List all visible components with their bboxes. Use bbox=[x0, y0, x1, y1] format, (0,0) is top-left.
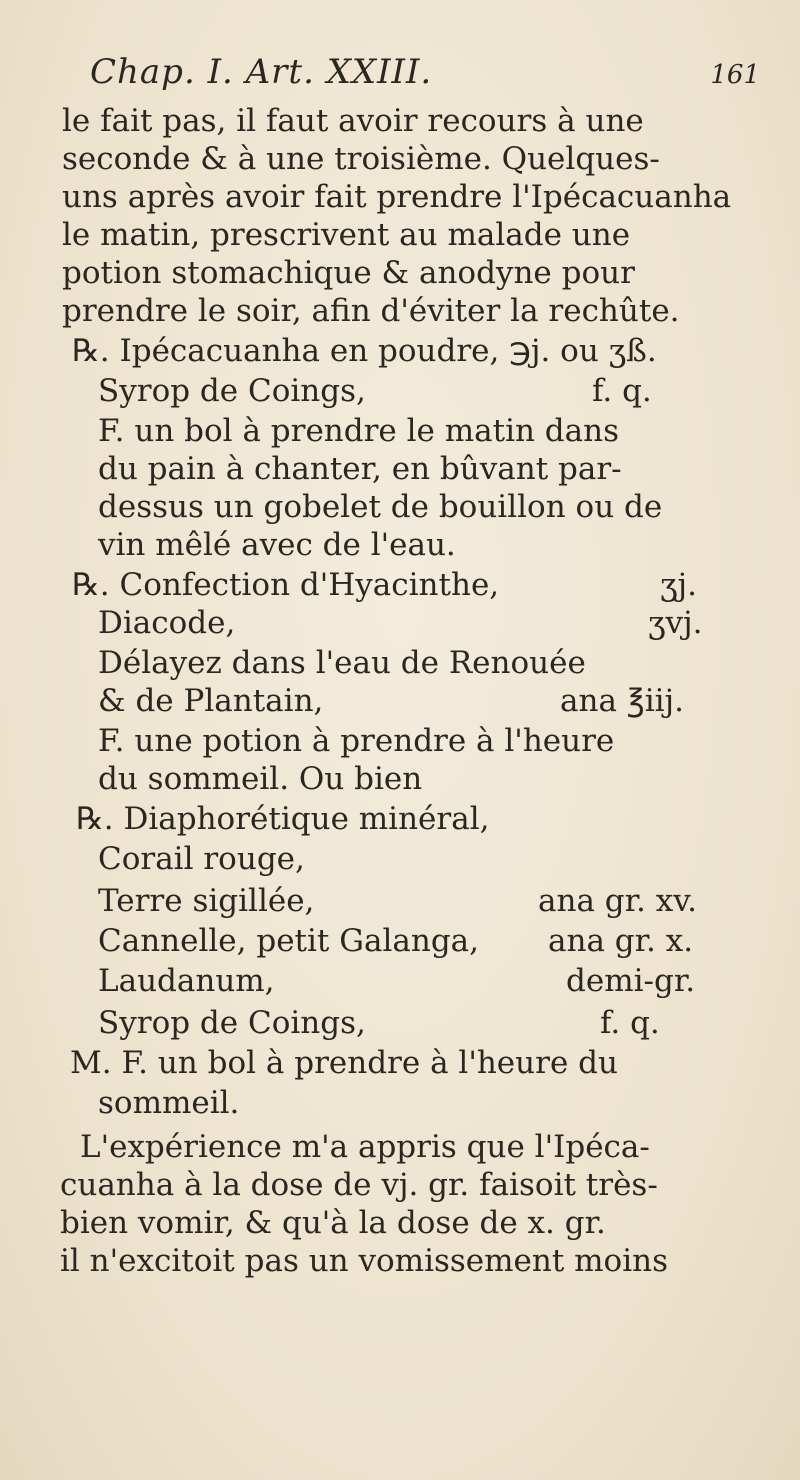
recipe-instruction: F. une potion à prendre à l'heure bbox=[98, 723, 615, 759]
recipe-amount: ana gr. xv. bbox=[538, 883, 697, 919]
recipe-item: Laudanum, bbox=[98, 963, 275, 999]
recipe-item: Syrop de Coings, bbox=[98, 373, 366, 409]
recipe-item: Cannelle, petit Galanga, bbox=[98, 923, 480, 959]
recipe-instruction: Délayez dans l'eau de Renouée bbox=[98, 645, 586, 681]
recipe-amount: ʒvj. bbox=[648, 605, 703, 641]
recipe-amount: ana gr. x. bbox=[548, 923, 694, 959]
recipe-instruction: vin mêlé avec de l'eau. bbox=[98, 527, 456, 563]
recipe-amount: ana ℥iij. bbox=[560, 683, 684, 719]
recipe-item: ℞. Diaphorétique minéral, bbox=[76, 801, 490, 837]
text-line: L'expérience m'a appris que l'Ipéca- bbox=[80, 1129, 650, 1165]
text-line: le fait pas, il faut avoir recours à une bbox=[62, 103, 644, 139]
recipe-amount: demi-gr. bbox=[566, 963, 696, 999]
recipe-item: Syrop de Coings, bbox=[98, 1005, 366, 1041]
text-line: potion stomachique & anodyne pour bbox=[62, 255, 635, 291]
recipe-item: ℞. Confection d'Hyacinthe, bbox=[72, 567, 500, 603]
recipe-item: Terre sigillée, bbox=[98, 883, 315, 919]
recipe-item: Diacode, bbox=[98, 605, 236, 641]
recipe-instruction: M. F. un bol à prendre à l'heure du bbox=[70, 1045, 618, 1081]
running-title: Chap. I. Art. XXIII. bbox=[90, 52, 433, 92]
text-line: cuanha à la dose de vj. gr. faisoit très- bbox=[60, 1167, 658, 1203]
page-number: 161 bbox=[710, 60, 760, 90]
recipe-instruction: & de Plantain, bbox=[98, 683, 324, 719]
text-line: seconde & à une troisième. Quelques- bbox=[62, 141, 660, 177]
running-header bbox=[90, 52, 760, 96]
recipe-instruction: dessus un gobelet de bouillon ou de bbox=[98, 489, 663, 525]
recipe-instruction: sommeil. bbox=[98, 1085, 240, 1121]
text-line: le matin, prescrivent au malade une bbox=[62, 217, 631, 253]
recipe-instruction: du sommeil. Ou bien bbox=[98, 761, 423, 797]
recipe-amount: f. q. bbox=[592, 373, 652, 409]
text-line: uns après avoir fait prendre l'Ipécacuanha bbox=[62, 179, 732, 215]
recipe-item: Corail rouge, bbox=[98, 841, 305, 877]
recipe-instruction: du pain à chanter, en bûvant par- bbox=[98, 451, 622, 487]
text-line: prendre le soir, afin d'éviter la rechûte. bbox=[62, 293, 680, 329]
text-line: il n'excitoit pas un vomissement moins bbox=[60, 1243, 669, 1279]
recipe-amount: ʒj. bbox=[660, 567, 697, 603]
recipe-item: ℞. Ipécacuanha en poudre, ℈j. ou ʒß. bbox=[72, 333, 657, 369]
recipe-amount: f. q. bbox=[600, 1005, 660, 1041]
text-line: bien vomir, & qu'à la dose de x. gr. bbox=[60, 1205, 606, 1241]
recipe-instruction: F. un bol à prendre le matin dans bbox=[98, 413, 620, 449]
